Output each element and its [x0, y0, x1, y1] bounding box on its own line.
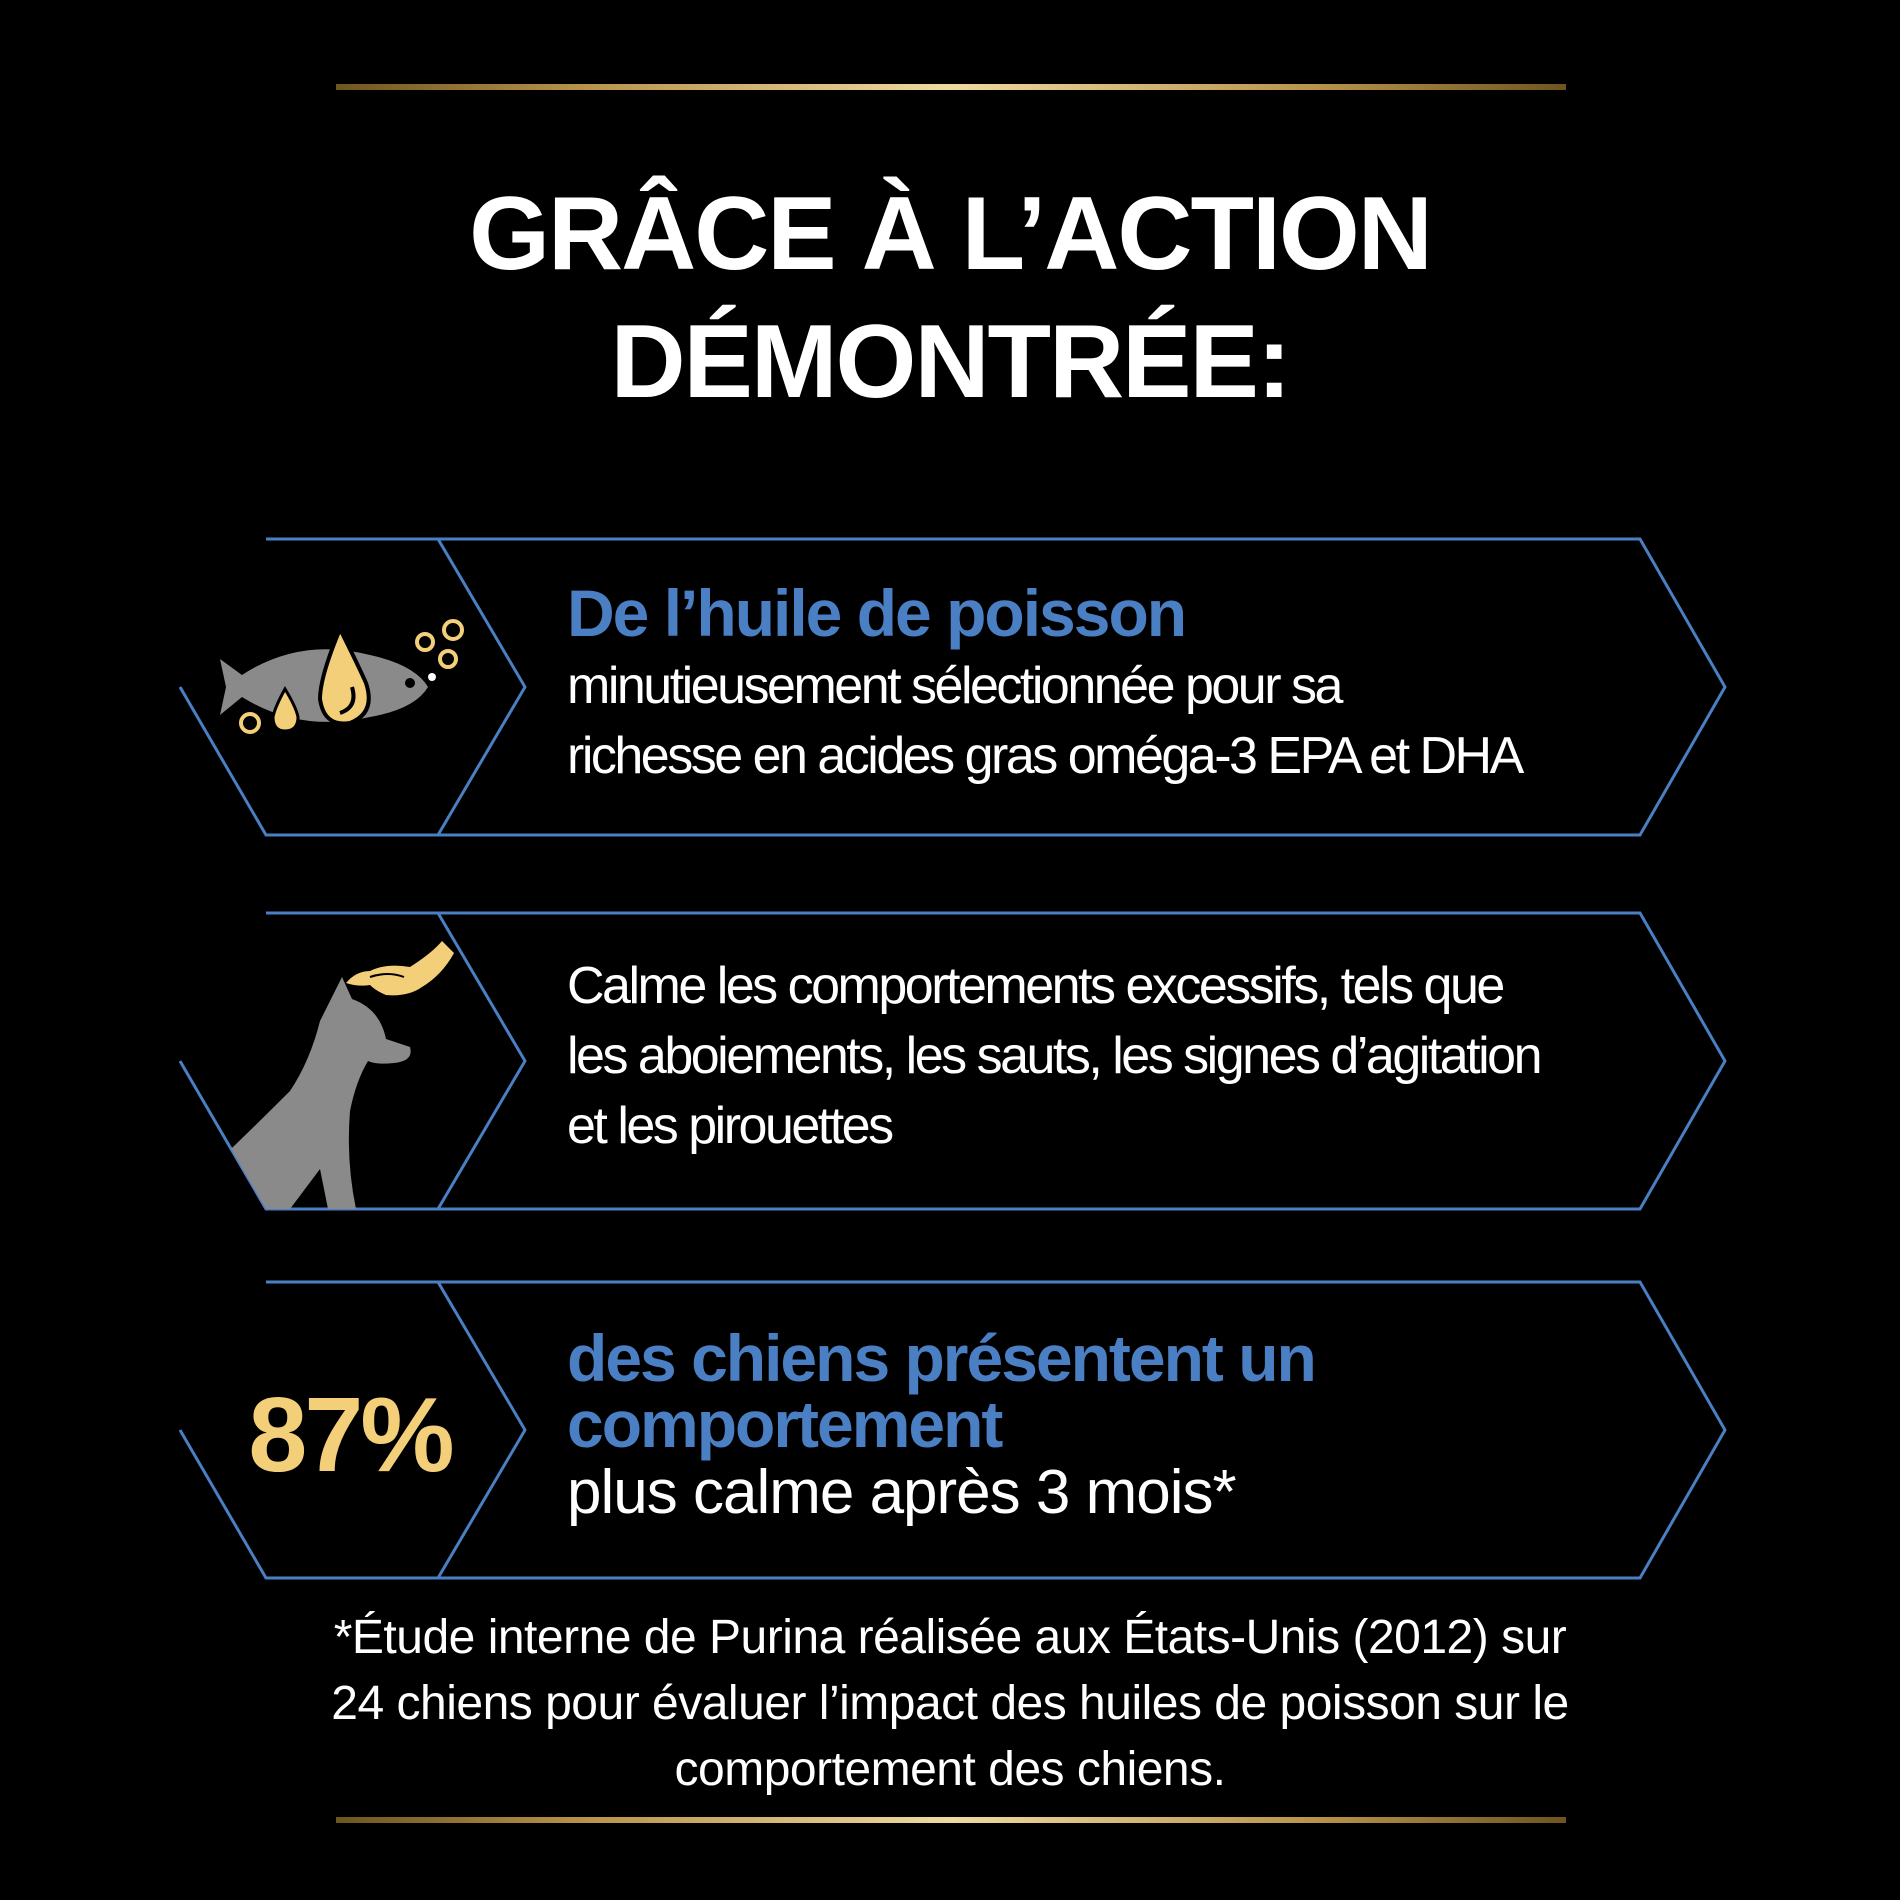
stat-title-line-1: des chiens présentent un [567, 1321, 1315, 1395]
top-gold-divider [336, 84, 1566, 90]
page-headline [0, 170, 1900, 426]
benefit-line-2: les aboiements, les sauts, les signes d’agitation [567, 1027, 1541, 1085]
footnote-line-2: 24 chiens pour évaluer l’impact des huiles de poisson sur le [331, 1677, 1569, 1730]
benefit-line-2: richesse en acides gras oméga-3 EPA et DHA [567, 727, 1522, 785]
footnote-line-1: *Étude interne de Purina réalisée aux États-Unis (2012) sur [333, 1611, 1567, 1664]
stat-line: plus calme après 3 mois* [567, 1458, 1236, 1527]
footnote-line-3: comportement des chiens. [674, 1743, 1226, 1796]
benefit-line-1: Calme les comportements excessifs, tels que [567, 957, 1503, 1015]
benefit-panel-calm [0, 911, 1900, 1211]
fish-oil-drop-icon [180, 537, 520, 837]
bottom-gold-divider [336, 1817, 1566, 1823]
benefit-text [567, 1321, 1697, 1529]
benefit-text [567, 575, 1697, 791]
headline-line-1: GRÂCE À L’ACTION [469, 176, 1431, 292]
benefit-title: De l’huile de poisson [567, 576, 1186, 650]
stat-percentage: 87% [248, 1376, 452, 1494]
benefit-panel-fish-oil [0, 537, 1900, 837]
dog-being-petted-icon [180, 911, 520, 1211]
benefit-text [567, 951, 1697, 1161]
stat-title-line-2: comportement [567, 1387, 1002, 1461]
headline-line-2: DÉMONTRÉE: [610, 304, 1290, 420]
benefit-panel-statistic [0, 1280, 1900, 1580]
benefit-line-1: minutieusement sélectionnée pour sa [567, 657, 1341, 715]
study-footnote [0, 1605, 1900, 1803]
benefit-line-3: et les pirouettes [567, 1097, 892, 1155]
